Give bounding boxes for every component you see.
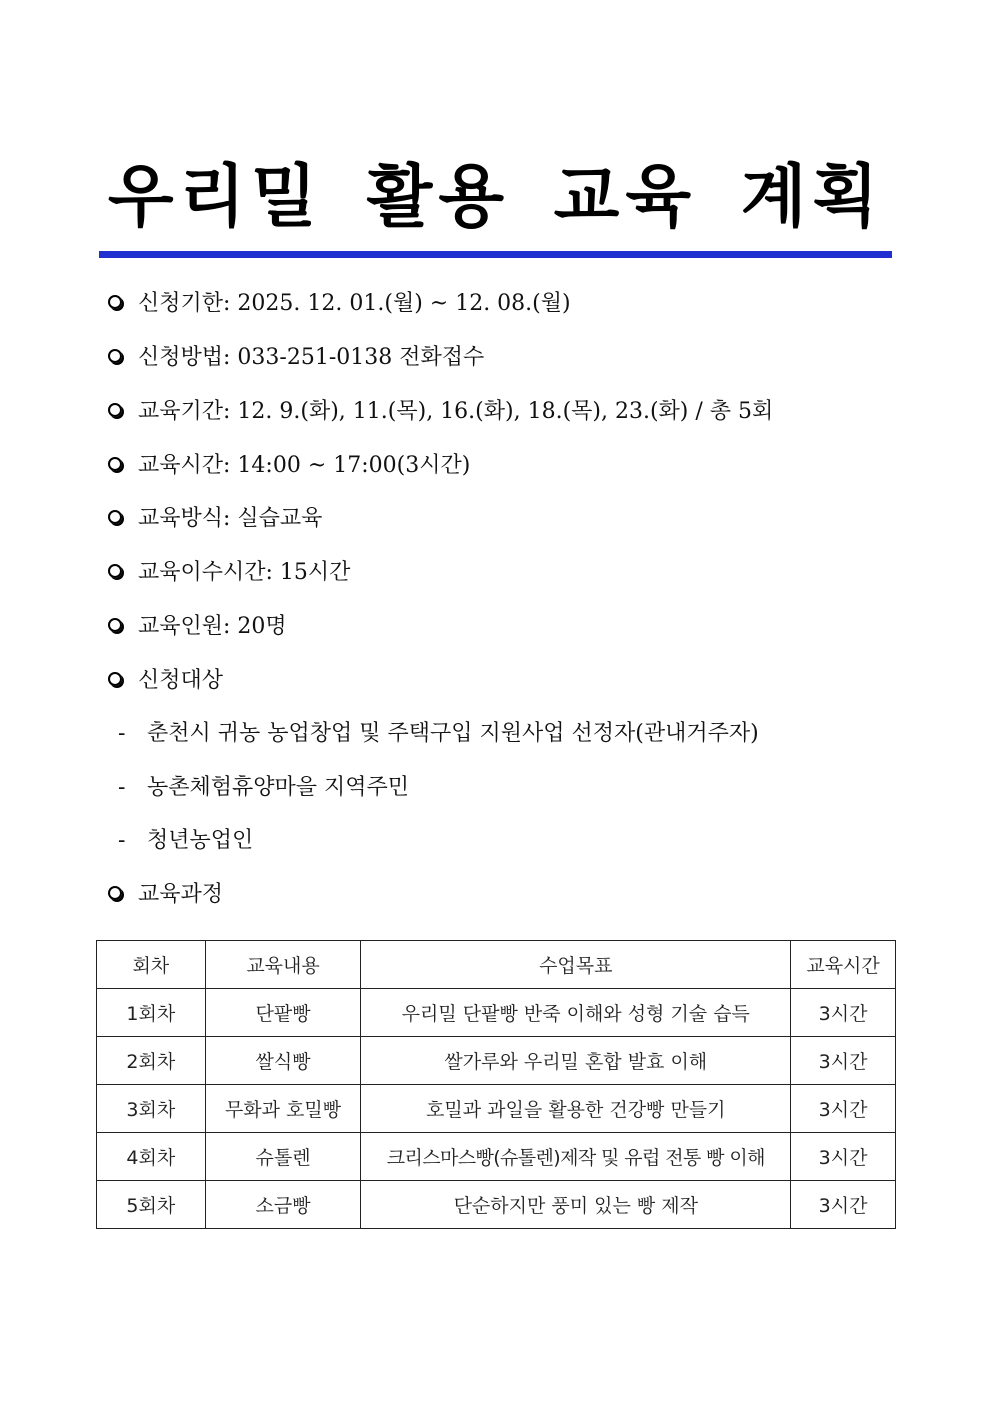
circle-bullet-icon <box>108 886 122 900</box>
info-item-edu-period: 교육기간: 12. 9.(화), 11.(목), 16.(화), 18.(목), 23.(화) / 총 5회 <box>108 392 773 432</box>
cell-goal: 크리스마스빵(슈톨렌)제작 및 유럽 전통 빵 이해 <box>361 1133 791 1181</box>
circle-bullet-icon <box>108 457 122 471</box>
info-value: 15시간 <box>279 560 351 585</box>
info-item-capacity: 교육인원: 20명 <box>108 607 287 647</box>
table-row <box>97 1085 896 1133</box>
info-value: 12. 9.(화), 11.(목), 16.(화), 18.(목), 23.(화) / 총 5회 <box>237 399 774 424</box>
target-heading-label: 신청대상 <box>138 668 224 693</box>
info-label: 교육기간 <box>138 399 224 424</box>
cell-hours: 3시간 <box>791 1181 896 1229</box>
table-row <box>97 1037 896 1085</box>
info-value: 2025. 12. 01.(월) ~ 12. 08.(월) <box>237 291 571 316</box>
cell-goal: 쌀가루와 우리밀 혼합 발효 이해 <box>361 1037 791 1085</box>
cell-content: 무화과 호밀빵 <box>205 1085 361 1133</box>
cell-session: 1회차 <box>97 989 206 1037</box>
info-item-apply-period: 신청기한: 2025. 12. 01.(월) ~ 12. 08.(월) <box>108 284 571 324</box>
circle-bullet-icon <box>108 349 122 363</box>
target-item-text: 청년농업인 <box>147 828 254 853</box>
info-label: 교육이수시간 <box>138 560 266 585</box>
circle-bullet-icon <box>108 295 122 309</box>
info-item-completion-hours: 교육이수시간: 15시간 <box>108 553 350 593</box>
dash-marker: - <box>118 721 126 746</box>
circle-bullet-icon <box>108 564 122 578</box>
table-header-row <box>97 941 896 989</box>
target-item <box>118 714 759 754</box>
cell-session: 3회차 <box>97 1085 206 1133</box>
cell-hours: 3시간 <box>791 1037 896 1085</box>
table-row <box>97 1133 896 1181</box>
course-table <box>96 940 896 1229</box>
cell-goal: 우리밀 단팥빵 반죽 이해와 성형 기술 습득 <box>361 989 791 1037</box>
cell-content: 슈톨렌 <box>205 1133 361 1181</box>
info-label: 교육방식 <box>138 506 224 531</box>
column-header-hours: 교육시간 <box>791 941 896 989</box>
cell-content: 소금빵 <box>205 1181 361 1229</box>
column-header-content: 교육내용 <box>205 941 361 989</box>
circle-bullet-icon <box>108 618 122 632</box>
cell-goal: 호밀과 과일을 활용한 건강빵 만들기 <box>361 1085 791 1133</box>
target-item <box>118 821 253 861</box>
target-heading <box>108 661 223 701</box>
course-heading <box>108 875 223 915</box>
page-title: 우리밀 활용 교육 계획 <box>107 158 885 237</box>
dash-marker: - <box>118 775 126 800</box>
cell-hours: 3시간 <box>791 989 896 1037</box>
info-value: 14:00 ~ 17:00(3시간) <box>237 453 471 478</box>
target-item <box>118 768 409 808</box>
info-item-edu-method: 교육방식: 실습교육 <box>108 499 322 539</box>
column-header-goal: 수업목표 <box>361 941 791 989</box>
circle-bullet-icon <box>108 672 122 686</box>
column-header-session: 회차 <box>97 941 206 989</box>
course-heading-label: 교육과정 <box>138 882 224 907</box>
info-label: 교육인원 <box>138 614 224 639</box>
info-label: 교육시간 <box>138 453 224 478</box>
info-item-edu-time: 교육시간: 14:00 ~ 17:00(3시간) <box>108 446 470 486</box>
target-item-text: 춘천시 귀농 농업창업 및 주택구입 지원사업 선정자(관내거주자) <box>147 721 759 746</box>
title-underline <box>99 251 892 258</box>
circle-bullet-icon <box>108 510 122 524</box>
cell-hours: 3시간 <box>791 1133 896 1181</box>
info-item-apply-method: 신청방법: 033-251-0138 전화접수 <box>108 338 484 378</box>
cell-hours: 3시간 <box>791 1085 896 1133</box>
circle-bullet-icon <box>108 403 122 417</box>
cell-content: 쌀식빵 <box>205 1037 361 1085</box>
info-label: 신청방법 <box>138 345 224 370</box>
info-value: 실습교육 <box>237 506 323 531</box>
cell-session: 4회차 <box>97 1133 206 1181</box>
info-label: 신청기한 <box>138 291 224 316</box>
info-value: 033-251-0138 전화접수 <box>237 345 485 370</box>
cell-session: 2회차 <box>97 1037 206 1085</box>
target-item-text: 농촌체험휴양마을 지역주민 <box>147 775 410 800</box>
dash-marker: - <box>118 828 126 853</box>
cell-session: 5회차 <box>97 1181 206 1229</box>
info-value: 20명 <box>237 614 287 639</box>
cell-goal: 단순하지만 풍미 있는 빵 제작 <box>361 1181 791 1229</box>
table-row <box>97 989 896 1037</box>
table-row <box>97 1181 896 1229</box>
cell-content: 단팥빵 <box>205 989 361 1037</box>
